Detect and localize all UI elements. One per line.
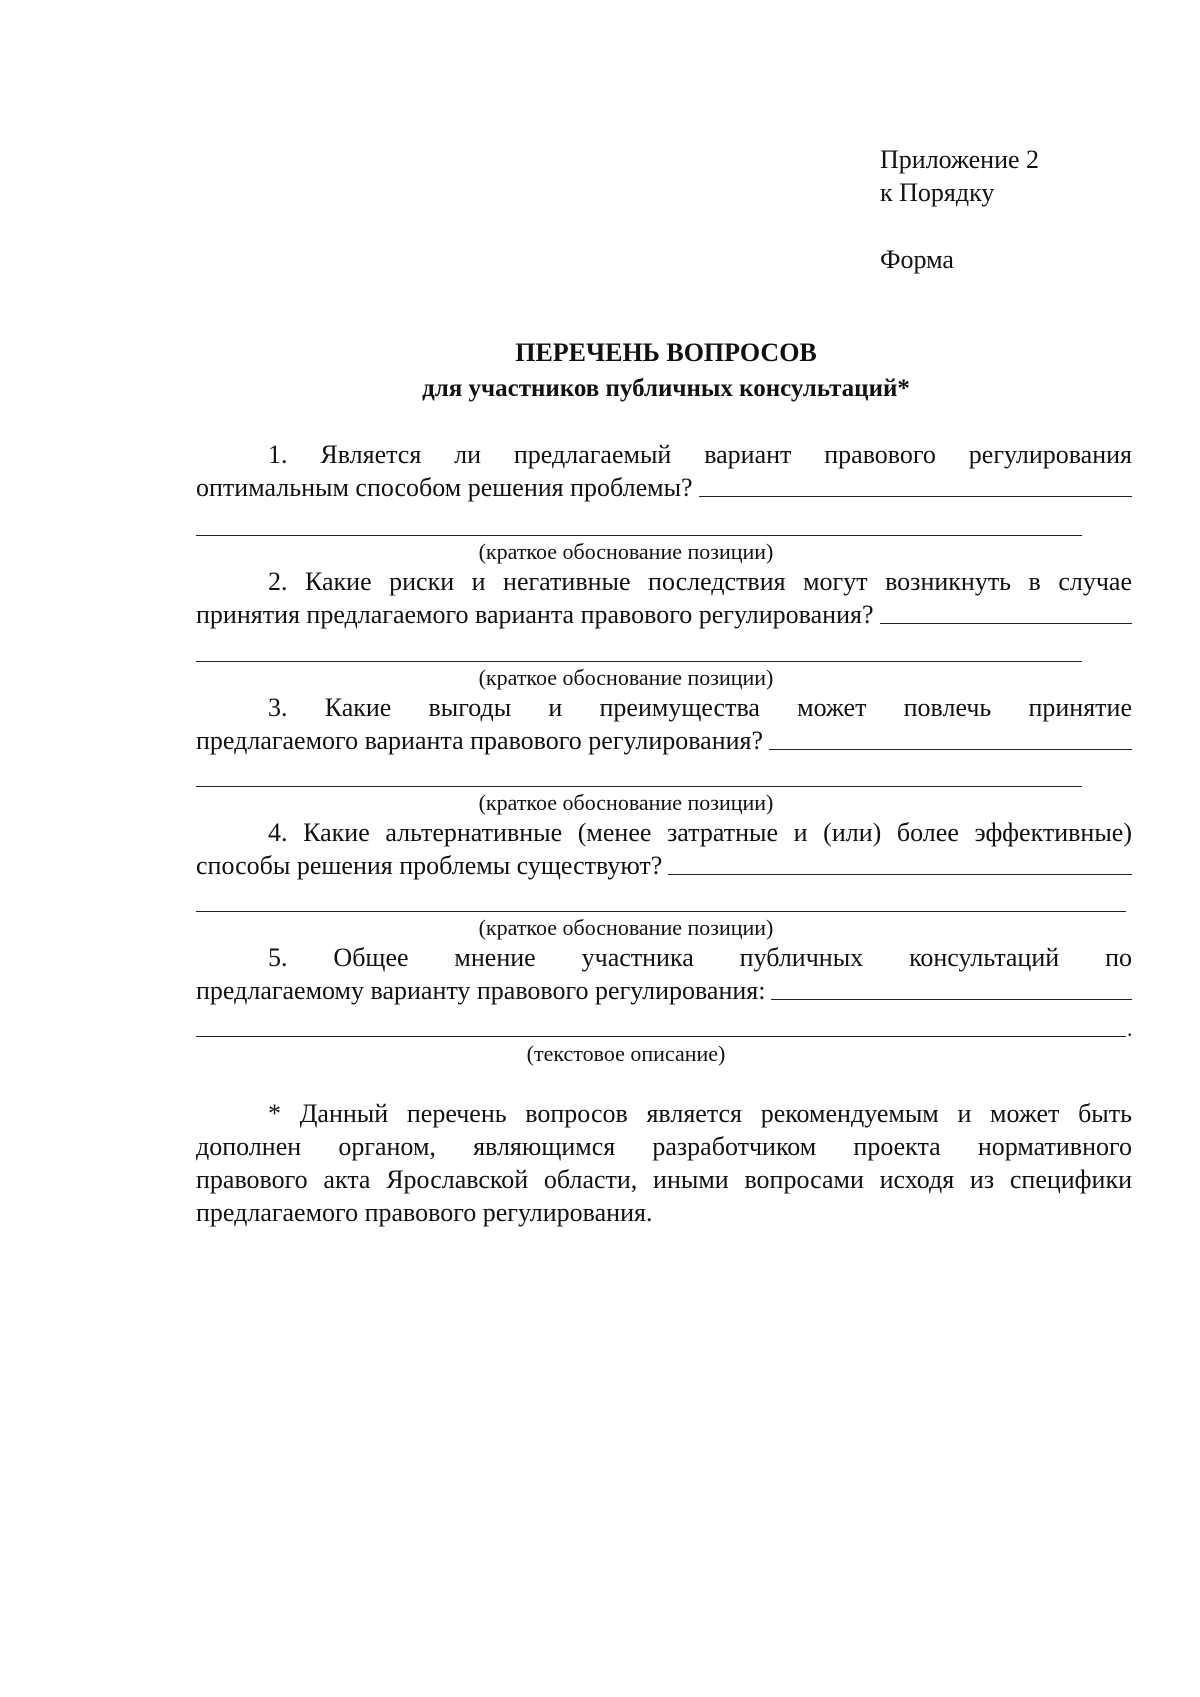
question-5-line2-text: предлагаемому варианту правового регулирования: (196, 976, 766, 1005)
annex-reference: к Порядку (880, 178, 995, 207)
footnote-line3: правового акта Ярославской области, иными вопросами исходя из специфики (196, 1165, 1132, 1194)
question-4-answer-line[interactable] (196, 911, 1126, 912)
question-4-caption: (краткое обоснование позиции) (478, 915, 774, 940)
question-3-line2-text: предлагаемого варианта правового регулирования? (196, 726, 764, 755)
question-5-line2 (196, 974, 1132, 1007)
question-4-answer-field[interactable] (668, 873, 1132, 875)
footnote-line2: дополнен органом, являющимся разработчиком проекта нормативного (196, 1132, 1132, 1161)
question-1-line1: 1. Является ли предлагаемый вариант правового регулирования (268, 440, 1132, 469)
question-4-line1: 4. Какие альтернативные (менее затратные и (или) более эффективные) (268, 818, 1132, 847)
question-5-end-period: . (1127, 1016, 1133, 1041)
question-4-line2 (196, 849, 1132, 882)
question-2 (196, 565, 1132, 631)
question-5-answer-line[interactable] (196, 1036, 1126, 1037)
question-1-caption: (краткое обоснование позиции) (478, 539, 774, 564)
annex-number: Приложение 2 (880, 145, 1040, 174)
question-2-answer-line[interactable] (196, 661, 1082, 662)
question-2-caption: (краткое обоснование позиции) (478, 665, 774, 690)
footnote-line4: предлагаемого правового регулирования. (196, 1198, 653, 1227)
question-1 (196, 438, 1132, 504)
question-2-line2 (196, 598, 1132, 631)
question-2-line2-text: принятия предлагаемого варианта правового регулирования? (196, 600, 874, 629)
question-4 (196, 816, 1132, 882)
question-1-line2-text: оптимальным способом решения проблемы? (196, 473, 693, 502)
question-5-caption: (текстовое описание) (526, 1041, 726, 1066)
footnote-line1: * Данный перечень вопросов является рекомендуемым и может быть (268, 1099, 1132, 1128)
question-3-line1: 3. Какие выгоды и преимущества может повлечь принятие (268, 693, 1132, 722)
question-3-answer-field[interactable] (769, 748, 1132, 750)
annex-header (880, 143, 1039, 209)
question-5 (196, 941, 1132, 1007)
footnote (196, 1097, 1132, 1229)
question-1-answer-line[interactable] (196, 535, 1082, 536)
question-4-line2-text: способы решения проблемы существуют? (196, 851, 663, 880)
question-1-answer-field[interactable] (699, 495, 1132, 497)
question-3 (196, 691, 1132, 757)
document-title: ПЕРЕЧЕНЬ ВОПРОСОВ (515, 338, 817, 367)
question-3-caption: (краткое обоснование позиции) (478, 790, 774, 815)
document-subtitle: для участников публичных консультаций* (422, 375, 910, 402)
form-label: Форма (880, 245, 954, 274)
question-1-line2 (196, 471, 1132, 504)
question-2-line1: 2. Какие риски и негативные последствия могут возникнуть в случае (268, 567, 1132, 596)
question-5-answer-field[interactable] (771, 998, 1132, 1000)
question-2-answer-field[interactable] (880, 622, 1133, 624)
question-3-answer-line[interactable] (196, 786, 1082, 787)
question-5-line1: 5. Общее мнение участника публичных консультаций по (268, 943, 1132, 972)
question-3-line2 (196, 724, 1132, 757)
